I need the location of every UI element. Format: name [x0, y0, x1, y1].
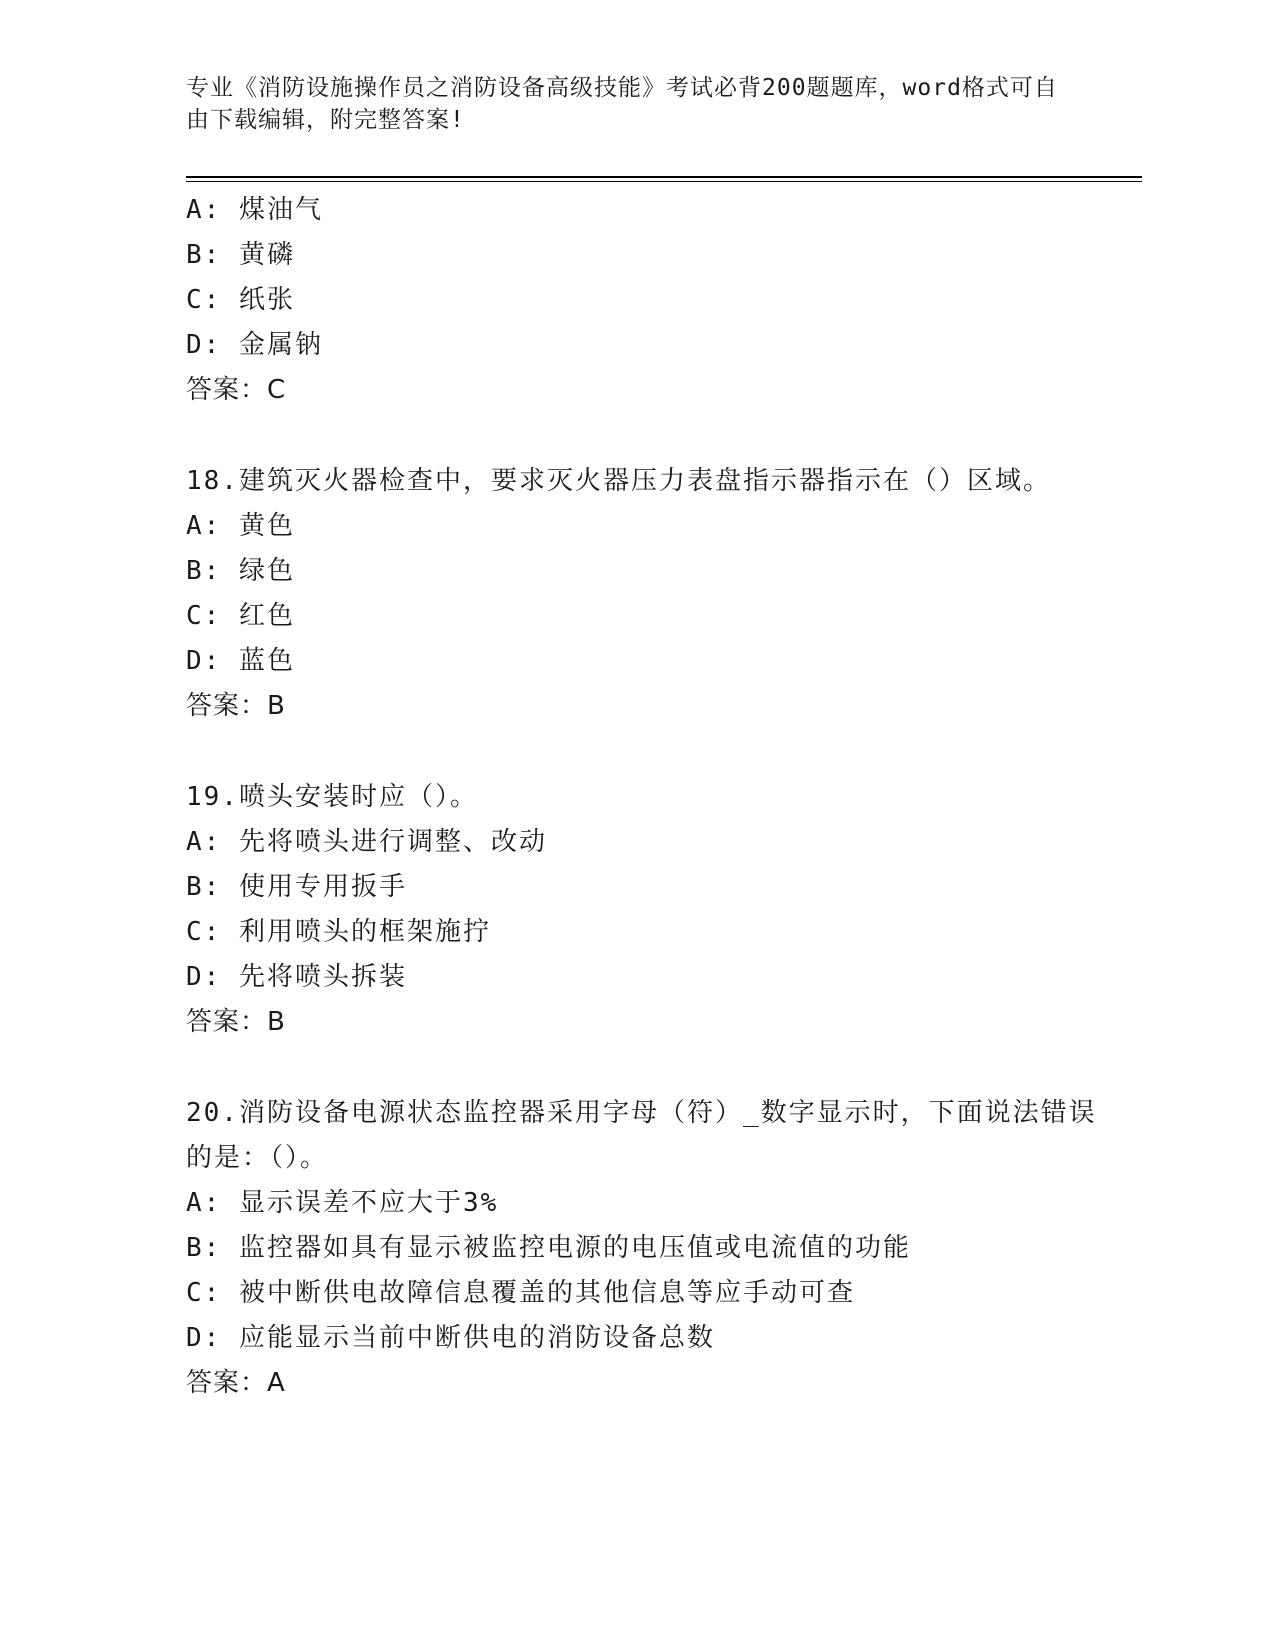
question-18	[186, 459, 1116, 729]
option-d: D: 蓝色	[186, 646, 295, 676]
question-20	[186, 1091, 1116, 1406]
question-text: 19.喷头安装时应（）。	[186, 782, 478, 812]
option-a: A: 显示误差不应大于3%	[186, 1188, 499, 1218]
option-c: C: 纸张	[186, 285, 295, 315]
option-d: D: 先将喷头拆装	[186, 962, 407, 992]
option-a: A: 煤油气	[186, 195, 323, 225]
option-a: A: 先将喷头进行调整、改动	[186, 827, 547, 857]
document-header: 专业《消防设施操作员之消防设备高级技能》考试必背200题题库，word格式可自由下载编辑，附完整答案!	[186, 75, 1058, 133]
answer: 答案：B	[186, 691, 286, 721]
answer: 答案：A	[186, 1368, 286, 1398]
question-list	[186, 188, 1116, 1406]
option-c: C: 红色	[186, 601, 295, 631]
answer: 答案：C	[186, 375, 287, 405]
option-d: D: 应能显示当前中断供电的消防设备总数	[186, 1323, 715, 1353]
option-b: B: 绿色	[186, 556, 295, 586]
option-a: A: 黄色	[186, 511, 295, 541]
previous-question-tail	[186, 188, 1116, 413]
question-19	[186, 775, 1116, 1045]
header-divider	[186, 176, 1142, 182]
option-b: B: 使用专用扳手	[186, 872, 407, 902]
answer: 答案：B	[186, 1007, 286, 1037]
option-c: C: 利用喷头的框架施拧	[186, 917, 491, 947]
option-c: C: 被中断供电故障信息覆盖的其他信息等应手动可查	[186, 1278, 855, 1308]
option-b: B: 黄磷	[186, 240, 295, 270]
question-text: 20.消防设备电源状态监控器采用字母（符）_数字显示时，下面说法错误的是：（）。	[186, 1098, 1097, 1173]
question-text: 18.建筑灭火器检查中，要求灭火器压力表盘指示器指示在（）区域。	[186, 466, 1051, 496]
option-d: D: 金属钠	[186, 330, 323, 360]
option-b: B: 监控器如具有显示被监控电源的电压值或电流值的功能	[186, 1233, 911, 1263]
